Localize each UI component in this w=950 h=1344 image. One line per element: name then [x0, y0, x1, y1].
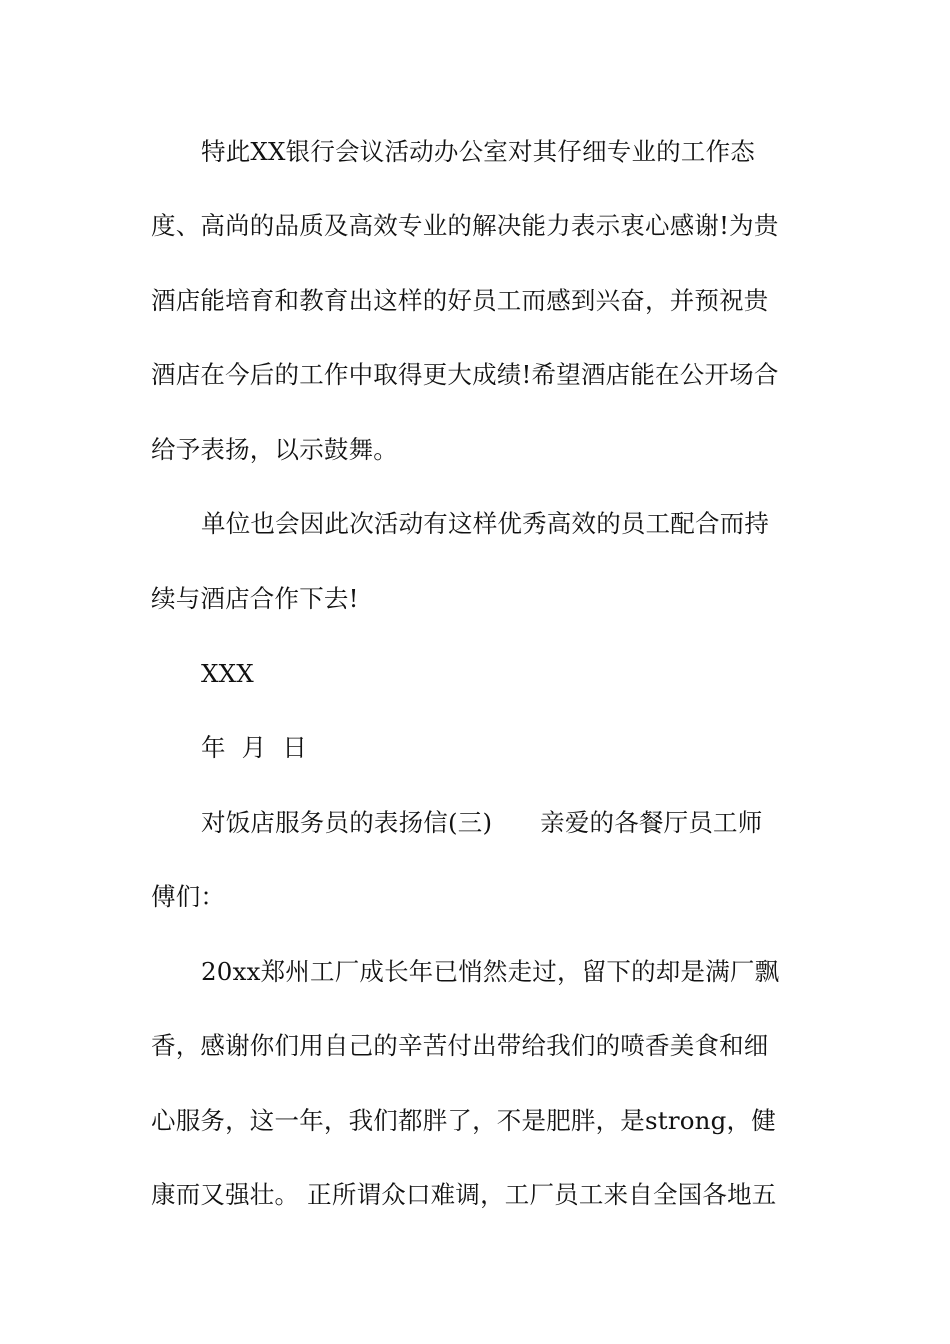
section-heading-line: 对饭店服务员的表扬信(三) 亲爱的各餐厅员工师 [201, 808, 763, 837]
paragraph-line: 香，感谢你们用自己的辛苦付出带给我们的喷香美食和细 [151, 1031, 769, 1060]
signature-date: 年 月 日 [201, 733, 308, 762]
paragraph-line: 续与酒店合作下去! [151, 584, 359, 613]
paragraph-line: 酒店能培育和教育出这样的好员工而感到兴奋，并预祝贵 [151, 286, 769, 315]
signature-name: XXX [201, 659, 254, 688]
paragraph-line: 傅们： [151, 882, 226, 911]
paragraph-line: 20xx郑州工厂成长年已悄然走过，留下的却是满厂飘 [201, 957, 780, 986]
paragraph-line: 酒店在今后的工作中取得更大成绩!希望酒店能在公开场合 [151, 360, 779, 389]
paragraph-line: 特此XX银行会议活动办公室对其仔细专业的工作态 [201, 137, 755, 166]
paragraph-line: 心服务，这一年，我们都胖了，不是肥胖，是strong，健 [151, 1106, 776, 1135]
paragraph-line: 康而又强壮。 正所谓众口难调，工厂员工来自全国各地五 [151, 1180, 777, 1209]
paragraph-line: 单位也会因此次活动有这样优秀高效的员工配合而持 [201, 509, 770, 538]
paragraph-line: 度、高尚的品质及高效专业的解决能力表示衷心感谢!为贵 [151, 211, 779, 240]
paragraph-line: 给予表扬，以示鼓舞。 [151, 435, 398, 464]
